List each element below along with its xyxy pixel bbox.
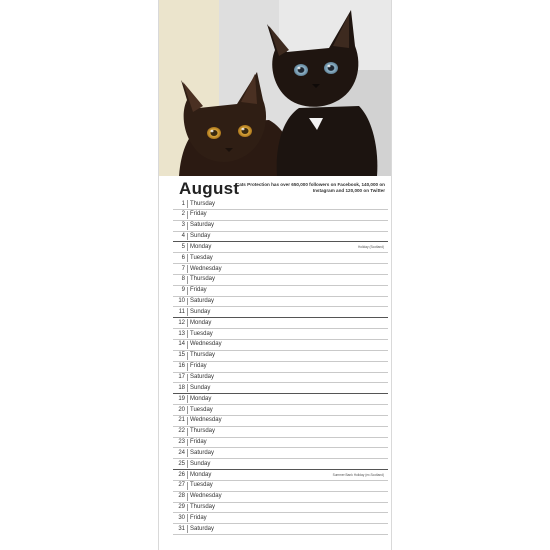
- day-list: [173, 199, 388, 535]
- day-name: Thursday: [190, 276, 216, 283]
- day-separator: [187, 514, 188, 522]
- day-name: Saturday: [190, 374, 215, 380]
- day-row[interactable]: [173, 459, 388, 470]
- day-row[interactable]: [173, 221, 388, 232]
- day-name: Friday: [190, 514, 207, 521]
- day-number: 20: [178, 406, 185, 413]
- day-number: 10: [178, 298, 185, 305]
- day-row[interactable]: [173, 275, 388, 286]
- day-number: 3: [181, 222, 185, 229]
- day-row[interactable]: [173, 318, 388, 329]
- day-name: Monday: [190, 471, 212, 478]
- day-name: Thursday: [190, 200, 216, 207]
- day-row[interactable]: [173, 427, 388, 438]
- day-row[interactable]: [173, 329, 388, 340]
- kittens-photo: [159, 0, 391, 176]
- day-row[interactable]: [173, 253, 388, 264]
- day-name: Monday: [190, 243, 212, 250]
- day-row[interactable]: [173, 297, 388, 308]
- day-separator: [187, 439, 188, 447]
- day-row[interactable]: [173, 394, 388, 405]
- day-row[interactable]: [173, 351, 388, 362]
- day-name: Tuesday: [190, 330, 213, 337]
- day-row[interactable]: [173, 492, 388, 503]
- day-number: 28: [178, 493, 185, 500]
- day-name: Friday: [190, 211, 207, 218]
- day-separator: [187, 341, 188, 349]
- day-number: 7: [181, 265, 185, 272]
- day-number: 11: [178, 308, 185, 315]
- day-name: Sunday: [190, 233, 211, 240]
- day-row[interactable]: [173, 503, 388, 514]
- day-number: 18: [178, 384, 185, 391]
- day-separator: [187, 243, 188, 251]
- day-number: 14: [178, 341, 185, 348]
- day-name: Monday: [190, 395, 212, 402]
- day-number: 27: [178, 482, 185, 489]
- day-separator: [187, 319, 188, 327]
- day-row[interactable]: [173, 481, 388, 492]
- day-name: Wednesday: [190, 265, 222, 272]
- month-header: [159, 176, 391, 198]
- day-number: 16: [178, 363, 185, 370]
- day-name: Wednesday: [190, 493, 222, 500]
- day-row[interactable]: [173, 210, 388, 221]
- day-separator: [187, 200, 188, 208]
- day-separator: [187, 417, 188, 425]
- day-name: Thursday: [190, 352, 216, 359]
- day-name: Thursday: [190, 504, 216, 511]
- day-separator: [187, 460, 188, 468]
- day-row[interactable]: [173, 416, 388, 427]
- fact-text: Cats Protection has over 650,000 followers on Facebook, 140,000 on Instagram and 120,000 on Twitter: [235, 182, 385, 194]
- day-number: 6: [181, 254, 185, 261]
- day-separator: [187, 363, 188, 371]
- day-number: 9: [181, 287, 185, 294]
- day-name: Saturday: [190, 222, 215, 229]
- day-number: 29: [178, 504, 185, 511]
- day-number: 22: [178, 428, 185, 435]
- day-separator: [187, 287, 188, 295]
- day-number: 4: [181, 233, 185, 240]
- day-row[interactable]: [173, 470, 388, 481]
- day-row[interactable]: [173, 373, 388, 384]
- day-number: 31: [178, 525, 185, 532]
- day-separator: [187, 395, 188, 403]
- day-number: 8: [181, 276, 185, 283]
- day-name: Tuesday: [190, 406, 213, 413]
- day-name: Sunday: [190, 460, 211, 467]
- day-separator: [187, 276, 188, 284]
- day-number: 30: [178, 514, 185, 521]
- day-row[interactable]: [173, 524, 388, 535]
- day-number: 23: [178, 439, 185, 446]
- day-name: Saturday: [190, 449, 215, 456]
- day-separator: [187, 406, 188, 414]
- day-separator: [187, 254, 188, 262]
- day-name: Wednesday: [190, 341, 222, 348]
- day-name: Tuesday: [190, 482, 213, 489]
- day-separator: [187, 449, 188, 457]
- day-separator: [187, 222, 188, 230]
- day-name: Sunday: [190, 308, 211, 315]
- day-name: Saturday: [190, 525, 215, 532]
- holiday-note: Holiday (Scotland): [357, 245, 384, 250]
- day-name: Monday: [190, 319, 212, 326]
- day-name: Friday: [190, 287, 207, 294]
- day-separator: [187, 330, 188, 338]
- day-separator: [187, 493, 188, 501]
- day-row[interactable]: [173, 199, 388, 210]
- day-separator: [187, 471, 188, 479]
- day-row[interactable]: [173, 383, 388, 394]
- day-name: Saturday: [190, 298, 215, 305]
- day-separator: [187, 211, 188, 219]
- day-separator: [187, 384, 188, 392]
- day-name: Wednesday: [190, 417, 222, 424]
- day-row[interactable]: [173, 264, 388, 275]
- day-separator: [187, 265, 188, 273]
- holiday-note: Summer Bank Holiday (ex.Scotland): [332, 473, 384, 478]
- calendar-page: [158, 0, 392, 550]
- day-row[interactable]: [173, 340, 388, 351]
- day-row[interactable]: [173, 286, 388, 297]
- day-number: 17: [178, 374, 185, 380]
- day-number: 5: [181, 243, 185, 250]
- day-number: 12: [178, 319, 185, 326]
- day-separator: [187, 308, 188, 316]
- day-row[interactable]: [173, 438, 388, 449]
- month-title: August: [179, 179, 240, 198]
- day-number: 13: [178, 330, 185, 337]
- day-number: 1: [181, 200, 185, 207]
- day-number: 15: [178, 352, 185, 359]
- day-row[interactable]: [173, 242, 388, 253]
- day-row[interactable]: [173, 232, 388, 243]
- day-name: Tuesday: [190, 254, 213, 261]
- day-number: 24: [178, 449, 185, 456]
- day-separator: [187, 482, 188, 490]
- day-number: 25: [178, 460, 185, 467]
- day-number: 2: [181, 211, 185, 218]
- day-number: 21: [178, 417, 185, 424]
- day-separator: [187, 233, 188, 241]
- day-separator: [187, 298, 188, 306]
- day-separator: [187, 504, 188, 512]
- day-separator: [187, 374, 188, 382]
- day-row[interactable]: [173, 362, 388, 373]
- day-row[interactable]: [173, 405, 388, 416]
- day-row[interactable]: [173, 513, 388, 524]
- day-separator: [187, 525, 188, 533]
- day-row[interactable]: [173, 307, 388, 318]
- day-name: Friday: [190, 439, 207, 446]
- day-row[interactable]: [173, 448, 388, 459]
- day-separator: [187, 352, 188, 360]
- day-name: Thursday: [190, 428, 216, 435]
- day-name: Sunday: [190, 384, 211, 391]
- day-number: 19: [178, 395, 185, 402]
- day-separator: [187, 428, 188, 436]
- day-name: Friday: [190, 363, 207, 370]
- day-number: 26: [178, 471, 185, 478]
